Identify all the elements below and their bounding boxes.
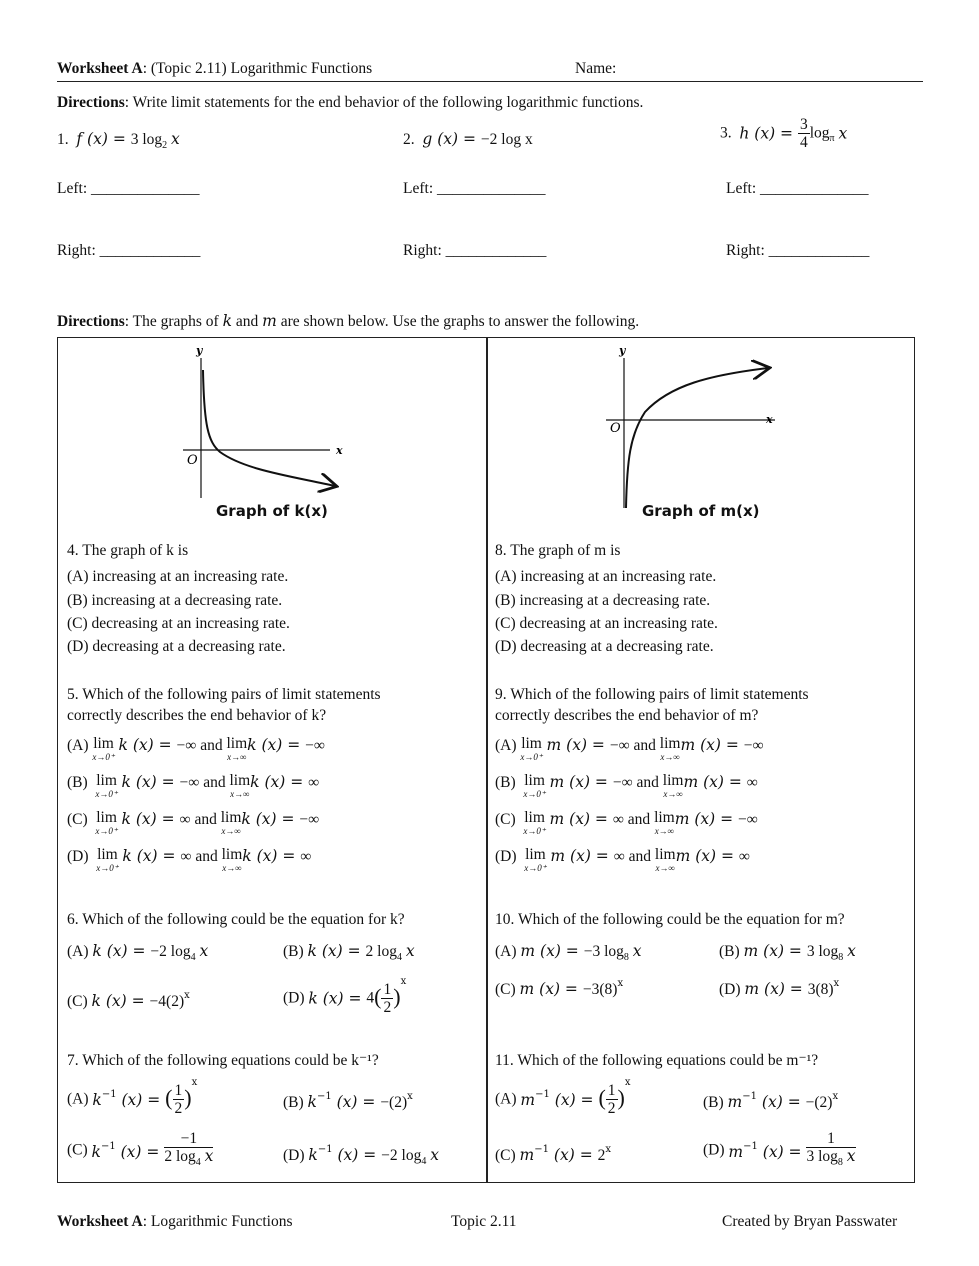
q7-option-b[interactable]: (B) $k^{-1}$ $(x) = -(2)^x$ <box>283 1091 413 1111</box>
q5-title-line2: correctly describes the end behavior of k? <box>67 707 327 724</box>
q9-title-line1: 9. Which of the following pairs of limit statements <box>495 686 809 703</box>
directions-1: Directions: Write limit statements for the end behavior of the following logarithmic functions. <box>57 94 644 111</box>
footer-left: Worksheet A: Logarithmic Functions <box>57 1213 293 1230</box>
column-divider <box>486 337 488 1183</box>
graph-m-caption: Graph of m(x) <box>642 502 760 520</box>
q8-option-d[interactable]: (D) decreasing at a decreasing rate. <box>495 638 714 655</box>
header-rule <box>57 81 923 82</box>
q11-option-a[interactable]: (A) $m^{-1}$ (x) = ( $\frac{1}{2}$ )$^x$ <box>495 1077 631 1117</box>
q9-option-c[interactable]: (C) lim x→0⁺ m (x) = ∞ and lim x→∞ m (x) = −∞ <box>495 809 758 836</box>
q11-option-c[interactable]: (C) $m^{-1}$ $(x) = 2^x$ <box>495 1144 611 1164</box>
m-origin: O <box>610 421 621 436</box>
q7-option-c[interactable]: (C) $k^{-1}$ (x) = $\frac{-1}{2 \log_4 x}$ <box>67 1130 214 1168</box>
q9-option-d[interactable]: (D) lim x→0⁺ m (x) = ∞ and lim x→∞ m (x) = ∞ <box>495 846 750 873</box>
q4-option-a[interactable]: (A) increasing at an increasing rate. <box>67 568 289 585</box>
q4-title: 4. The graph of k is <box>67 542 189 559</box>
worksheet-title: Worksheet A: (Topic 2.11) Logarithmic Functions <box>57 60 373 77</box>
graph-k <box>150 340 370 500</box>
q6-option-b[interactable]: (B) k (x) = 2 $\log_4 x$ <box>283 942 415 963</box>
q8-option-b[interactable]: (B) increasing at a decreasing rate. <box>495 592 711 609</box>
q10-title: 10. Which of the following could be the equation for m? <box>495 911 845 928</box>
q11-option-d[interactable]: (D) $m^{-1}$ (x) = $\frac{1}{3 \log_8 x}$ <box>703 1130 856 1168</box>
graph-m <box>590 340 810 515</box>
k-x-label: x <box>336 444 343 457</box>
q5-option-d[interactable]: (D) lim x→0⁺ k (x) = ∞ and lim x→∞ k (x) = ∞ <box>67 846 312 873</box>
right-blank-2[interactable]: Right: _____________ <box>403 242 547 259</box>
q10-option-d[interactable]: (D) m $(x) = 3(8)^x$ <box>719 978 840 998</box>
right-blank-3[interactable]: Right: _____________ <box>726 242 870 259</box>
left-blank-1[interactable]: Left: ______________ <box>57 180 200 197</box>
q9-title-line2: correctly describes the end behavior of m? <box>495 707 759 724</box>
q5-option-b[interactable]: (B) lim x→0⁺ k (x) = −∞ and lim x→∞ k (x) = ∞ <box>67 772 320 799</box>
problem-2: 2. g (x) = −2 log x <box>403 130 533 148</box>
q7-option-a[interactable]: (A) $k^{-1}$ (x) = ( $\frac{1}{2}$ )$^x$ <box>67 1077 198 1117</box>
q6-option-d[interactable]: (D) k (x) = 4( $\frac{1}{2}$ )$^x$ <box>283 976 407 1016</box>
left-blank-2[interactable]: Left: ______________ <box>403 180 546 197</box>
q4-option-d[interactable]: (D) decreasing at a decreasing rate. <box>67 638 286 655</box>
graph-k-caption: Graph of k(x) <box>216 502 328 520</box>
q10-option-c[interactable]: (C) m $(x) = -3(8)^x$ <box>495 978 624 998</box>
m-y-label: y <box>619 344 626 357</box>
q5-title-line1: 5. Which of the following pairs of limit statements <box>67 686 381 703</box>
q4-option-c[interactable]: (C) decreasing at an increasing rate. <box>67 615 290 632</box>
q8-title: 8. The graph of m is <box>495 542 621 559</box>
q9-option-b[interactable]: (B) lim x→0⁺ m (x) = −∞ and lim x→∞ m (x) = ∞ <box>495 772 758 799</box>
q11-option-b[interactable]: (B) $m^{-1}$ $(x) = -(2)^x$ <box>703 1091 839 1111</box>
q7-title: 7. Which of the following equations could be k⁻¹? <box>67 1052 379 1069</box>
q10-option-b[interactable]: (B) m (x) = 3 $\log_8 x$ <box>719 942 856 963</box>
q6-option-a[interactable]: (A) k (x) = −2 $\log_4 x$ <box>67 942 209 963</box>
m-curve <box>626 368 768 508</box>
m-x-label: x <box>766 413 773 426</box>
left-blank-3[interactable]: Left: ______________ <box>726 180 869 197</box>
q10-option-a[interactable]: (A) m (x) = −3 $\log_8 x$ <box>495 942 642 963</box>
problem-3: 3. h (x) = $\frac{3}{4}$ $\log_\pi x$ <box>720 116 848 151</box>
k-curve <box>203 370 335 486</box>
q6-title: 6. Which of the following could be the equation for k? <box>67 911 405 928</box>
problem-1: 1. f (x) = 3 $\log_2 x$ <box>57 130 180 151</box>
footer-center: Topic 2.11 <box>451 1213 517 1230</box>
q9-option-a[interactable]: (A) lim x→0⁺ m (x) = −∞ and lim x→∞ m (x) = −∞ <box>495 735 764 762</box>
k-y-label: y <box>196 344 203 357</box>
q8-option-c[interactable]: (C) decreasing at an increasing rate. <box>495 615 718 632</box>
right-blank-1[interactable]: Right: _____________ <box>57 242 201 259</box>
q8-option-a[interactable]: (A) increasing at an increasing rate. <box>495 568 717 585</box>
footer-right: Created by Bryan Passwater <box>722 1213 898 1230</box>
q4-option-b[interactable]: (B) increasing at a decreasing rate. <box>67 592 283 609</box>
q5-option-a[interactable]: (A) lim x→0⁺ k (x) = −∞ and lim x→∞ k (x) = −∞ <box>67 735 325 762</box>
k-origin: O <box>187 453 198 468</box>
q5-option-c[interactable]: (C) lim x→0⁺ k (x) = ∞ and lim x→∞ k (x) = −∞ <box>67 809 320 836</box>
q7-option-d[interactable]: (D) $k^{-1}$ (x) = −2 $\log_4 x$ <box>283 1144 439 1167</box>
q6-option-c[interactable]: (C) k $(x) = -4(2)^x$ <box>67 990 190 1010</box>
directions-2: Directions: The graphs of k and m are shown below. Use the graphs to answer the following. <box>57 312 640 330</box>
name-label: Name: <box>575 60 617 77</box>
q11-title: 11. Which of the following equations could be m⁻¹? <box>495 1052 819 1069</box>
